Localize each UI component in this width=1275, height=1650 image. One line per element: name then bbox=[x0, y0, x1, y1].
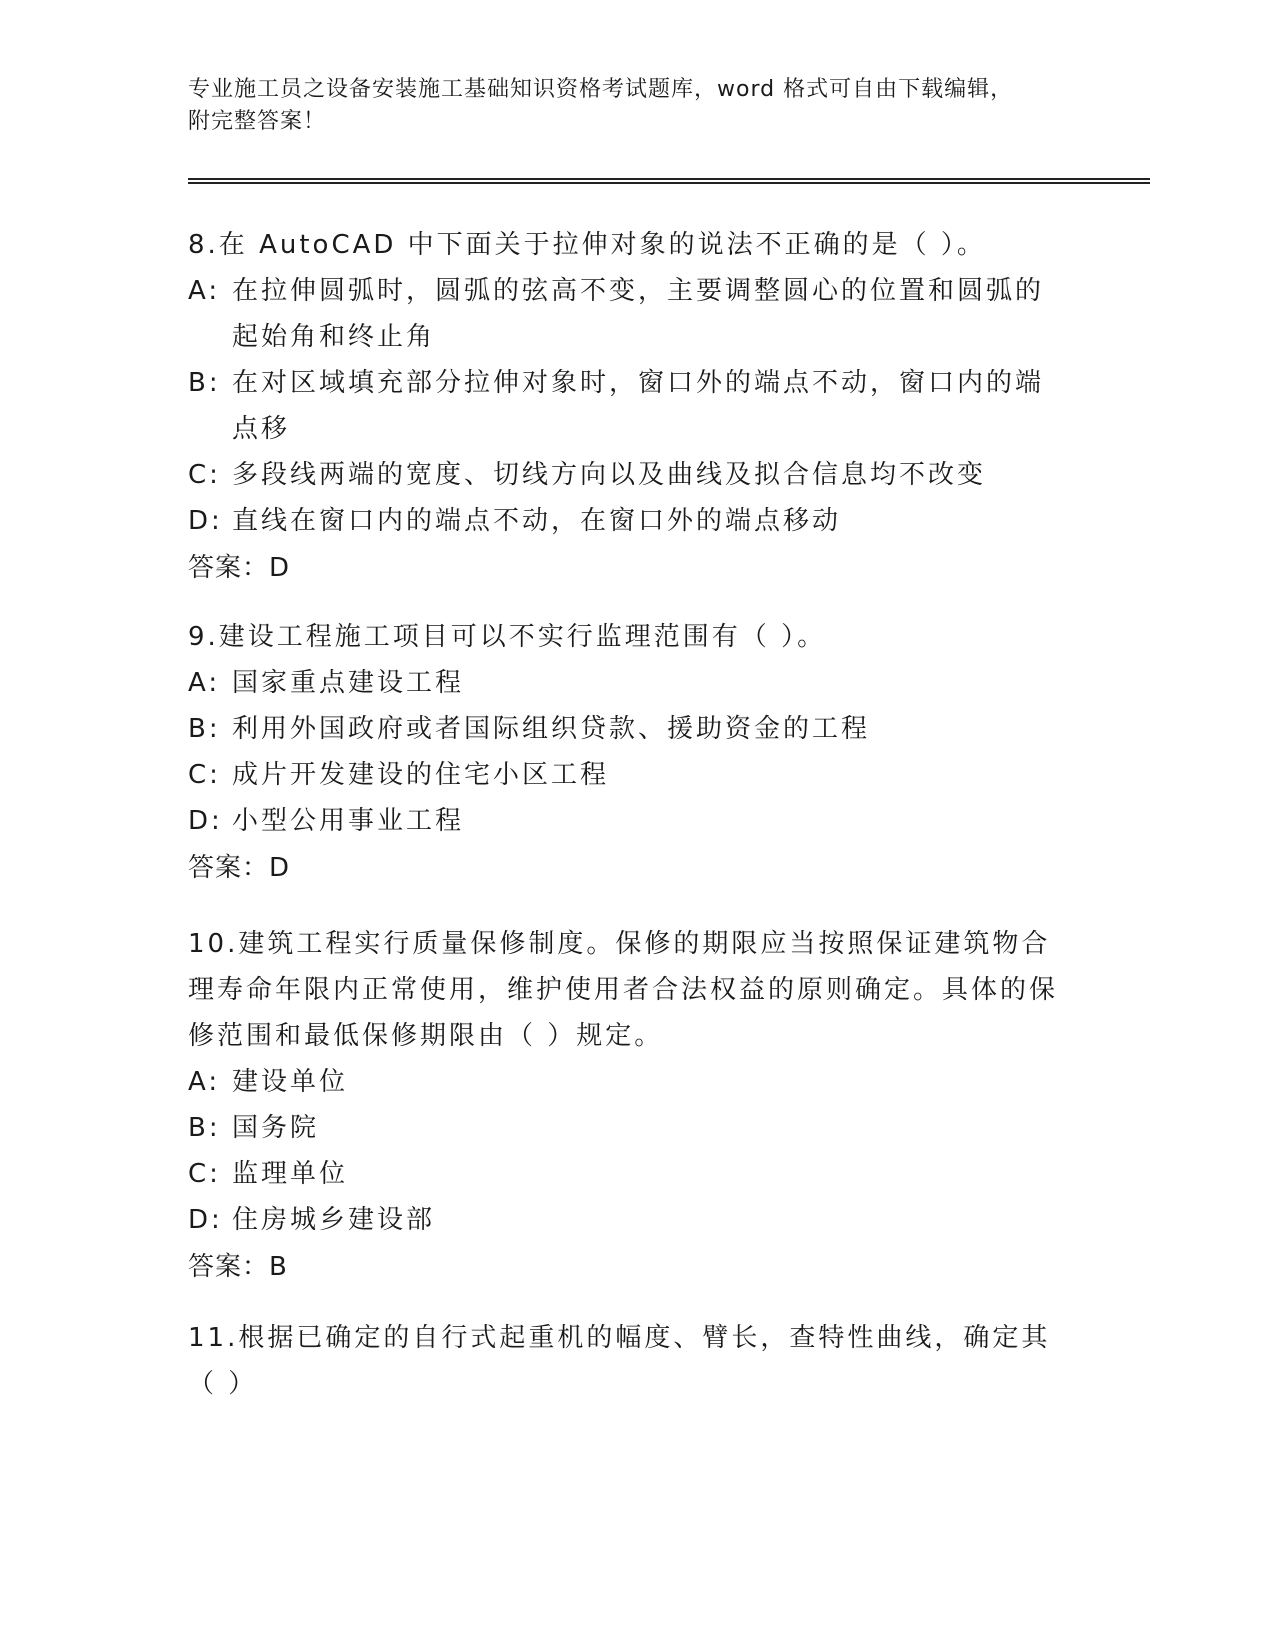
question-stem: 8.在 AutoCAD 中下面关于拉伸对象的说法不正确的是（ ）。 bbox=[188, 230, 986, 260]
option-text: 国家重点建设工程 bbox=[232, 668, 465, 698]
option-text: 小型公用事业工程 bbox=[232, 806, 465, 836]
option-a bbox=[188, 660, 1068, 706]
option-b bbox=[188, 706, 1068, 752]
option-text: 监理单位 bbox=[232, 1159, 349, 1189]
answer-label: 答案： bbox=[188, 852, 270, 882]
option-text: 成片开发建设的住宅小区工程 bbox=[232, 760, 610, 790]
answer-label: 答案： bbox=[188, 552, 270, 582]
option-text: 多段线两端的宽度、切线方向以及曲线及拟合信息均不改变 bbox=[232, 460, 987, 490]
answer-value: D bbox=[269, 853, 291, 883]
option-letter: D: bbox=[188, 506, 223, 536]
option-text: 建设单位 bbox=[232, 1067, 349, 1097]
option-letter: A: bbox=[188, 668, 221, 698]
option-d bbox=[188, 498, 1068, 544]
question-9 bbox=[188, 614, 1068, 891]
option-b bbox=[188, 360, 1068, 452]
answer bbox=[188, 544, 1068, 591]
question-stem: 11.根据已确定的自行式起重机的幅度、臂长，查特性曲线，确定其（ ） bbox=[188, 1323, 1051, 1399]
answer-value: D bbox=[269, 553, 291, 583]
option-d bbox=[188, 1197, 1068, 1243]
option-letter: C: bbox=[188, 460, 221, 490]
option-c bbox=[188, 752, 1068, 798]
answer bbox=[188, 844, 1068, 891]
option-letter: A: bbox=[188, 1067, 221, 1097]
question-stem: 10.建筑工程实行质量保修制度。保修的期限应当按照保证建筑物合理寿命年限内正常使用，维护使用者合法权益的原则确定。具体的保修范围和最低保修期限由（ ）规定。 bbox=[188, 929, 1059, 1051]
question-10 bbox=[188, 921, 1068, 1290]
option-letter: D: bbox=[188, 806, 223, 836]
option-letter: B: bbox=[188, 1113, 221, 1143]
option-c bbox=[188, 1151, 1068, 1197]
option-text: 在对区域填充部分拉伸对象时，窗口外的端点不动，窗口内的端点移 bbox=[232, 368, 1045, 444]
option-letter: B: bbox=[188, 714, 221, 744]
option-letter: C: bbox=[188, 760, 221, 790]
option-c bbox=[188, 452, 1068, 498]
answer-value: B bbox=[269, 1252, 288, 1282]
option-d bbox=[188, 798, 1068, 844]
document-header bbox=[188, 74, 1068, 138]
option-a bbox=[188, 1059, 1068, 1105]
header-line-1: 专业施工员之设备安装施工基础知识资格考试题库，word 格式可自由下载编辑， bbox=[188, 77, 1014, 102]
question-8 bbox=[188, 222, 1068, 591]
answer-label: 答案： bbox=[188, 1251, 270, 1281]
option-text: 直线在窗口内的端点不动，在窗口外的端点移动 bbox=[232, 506, 842, 536]
option-letter: A: bbox=[188, 276, 221, 306]
header-line-2: 附完整答案！ bbox=[188, 109, 327, 134]
option-text: 国务院 bbox=[232, 1113, 320, 1143]
answer bbox=[188, 1243, 1068, 1290]
option-a bbox=[188, 268, 1068, 360]
option-text: 住房城乡建设部 bbox=[232, 1205, 436, 1235]
option-b bbox=[188, 1105, 1068, 1151]
header-double-rule bbox=[188, 178, 1150, 184]
option-letter: D: bbox=[188, 1205, 223, 1235]
option-text: 利用外国政府或者国际组织贷款、援助资金的工程 bbox=[232, 714, 871, 744]
option-letter: C: bbox=[188, 1159, 221, 1189]
option-letter: B: bbox=[188, 368, 221, 398]
question-stem: 9.建设工程施工项目可以不实行监理范围有（ ）。 bbox=[188, 622, 827, 652]
question-11 bbox=[188, 1315, 1068, 1407]
option-text: 在拉伸圆弧时，圆弧的弦高不变，主要调整圆心的位置和圆弧的起始角和终止角 bbox=[232, 276, 1045, 352]
